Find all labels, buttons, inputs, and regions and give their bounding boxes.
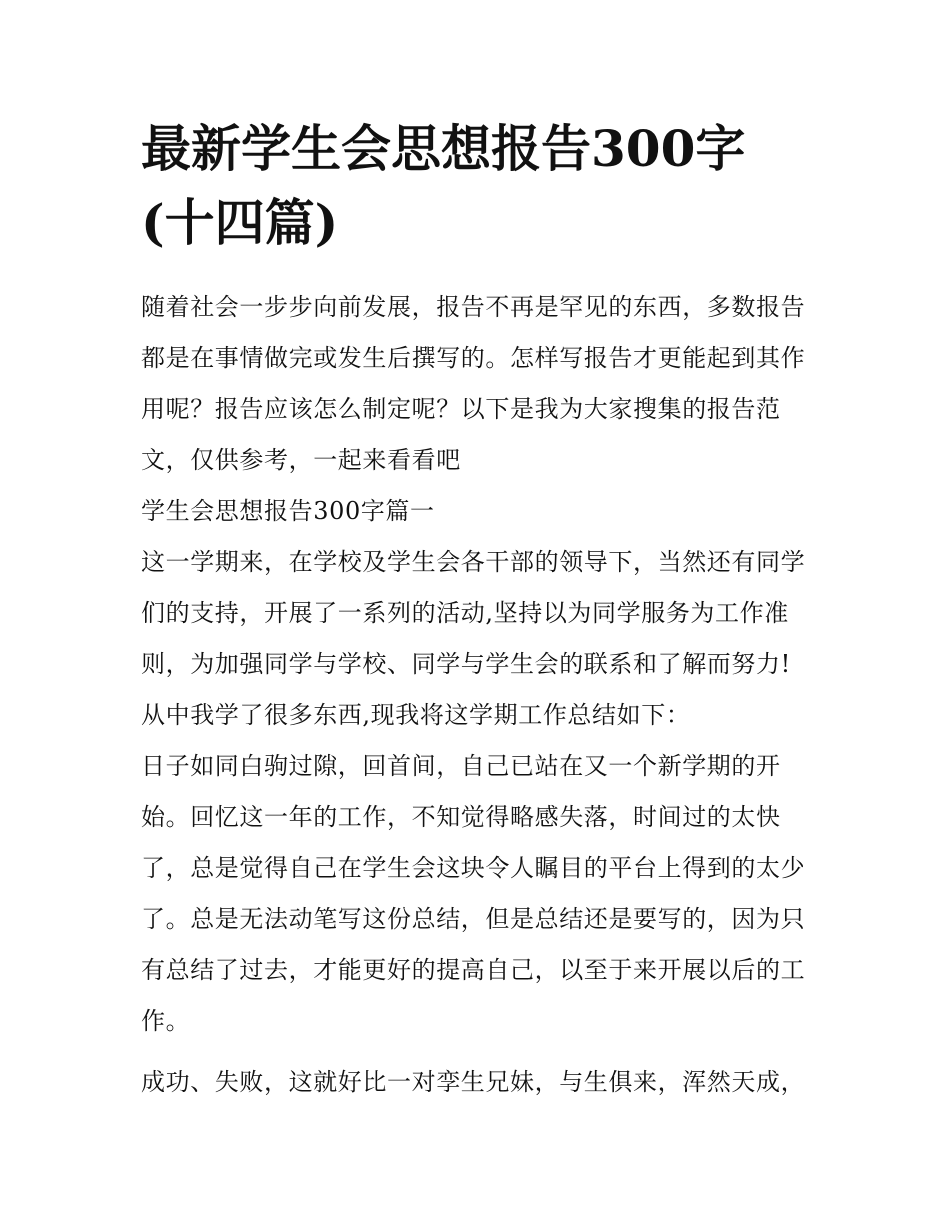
body-paragraph: 成功、失败，这就好比一对孪生兄妹，与生俱来，浑然天成， — [141, 1068, 806, 1096]
body-paragraph: 日子如同白驹过隙，回首间，自己已站在又一个新学期的开始。回忆这一年的工作，不知觉得略感失落，时间过的太快了，总是觉得自己在学生会这块令人瞩目的平台上得到的太少了。总是无法动笔写这份总结，但是总结还是要写的，因为只有总结了过去，才能更好的提高自己，以至于来开展以后的工作。 — [141, 752, 806, 1035]
document-title: 最新学生会思想报告300字(十四篇) — [141, 119, 746, 252]
intro-paragraph: 随着社会一步步向前发展，报告不再是罕见的东西，多数报告都是在事情做完或发生后撰写的。怎样写报告才更能起到其作用呢？报告应该怎么制定呢？以下是我为大家搜集的报告范文，仅供参考，一起来看看吧 — [141, 293, 806, 474]
body-paragraph: 从中我学了很多东西,现我将这学期工作总结如下： — [141, 701, 691, 729]
section-heading: 学生会思想报告300字篇一 — [141, 497, 435, 525]
document-body — [141, 112, 813, 1108]
body-paragraph: 这一学期来，在学校及学生会各干部的领导下，当然还有同学们的支持，开展了一系列的活动,坚持以为同学服务为工作准则，为加强同学与学校、同学与学生会的联系和了解而努力! — [141, 548, 806, 678]
